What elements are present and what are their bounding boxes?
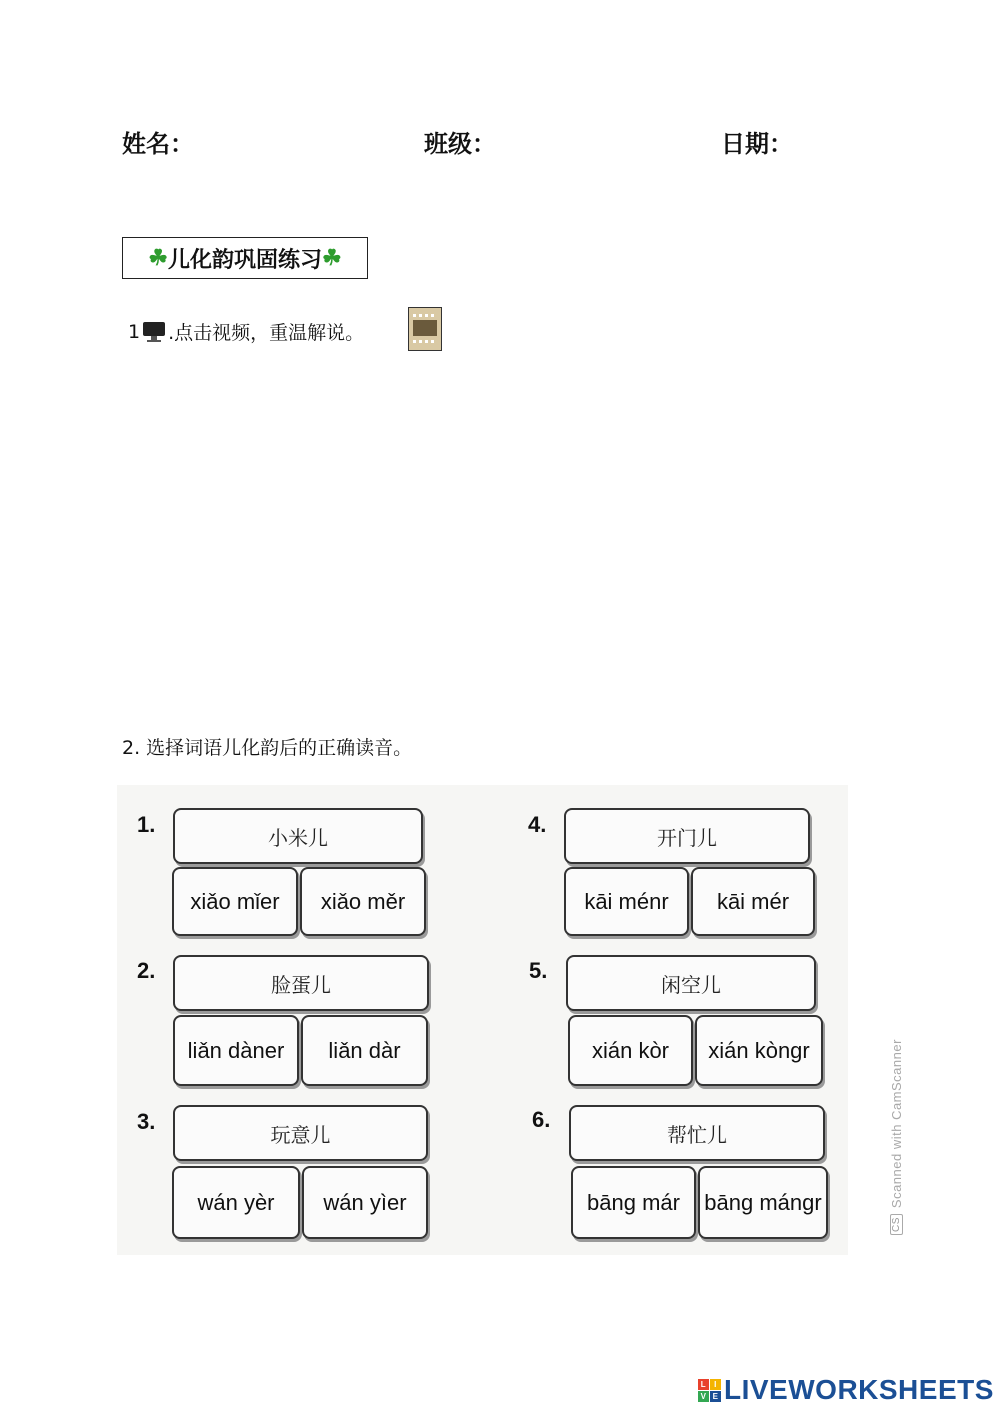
option-text[interactable]: xián kòr: [591, 1037, 670, 1063]
logo-letter: I: [710, 1379, 721, 1390]
word-card: [173, 808, 423, 864]
option-text[interactable]: bāng mángr: [704, 1189, 822, 1215]
option-card[interactable]: [172, 867, 298, 936]
camscanner-icon: CS: [890, 1214, 903, 1235]
option-card[interactable]: [302, 1166, 428, 1239]
option-text[interactable]: liǎn dàr: [328, 1037, 401, 1063]
option-text[interactable]: bāng már: [587, 1189, 680, 1215]
word-card: [564, 808, 810, 864]
word-card: [569, 1105, 825, 1161]
item-number: 1.: [137, 812, 156, 837]
option-card[interactable]: [300, 867, 426, 936]
option-card[interactable]: [698, 1166, 828, 1239]
option-card[interactable]: [571, 1166, 696, 1239]
word-card: [566, 955, 816, 1011]
option-card[interactable]: [564, 867, 689, 936]
option-text[interactable]: xián kòngr: [708, 1037, 810, 1063]
item-number: 2.: [137, 958, 156, 983]
brand-logo-icon: [698, 1379, 721, 1402]
section-title-text: 儿化韵巩固练习: [167, 246, 322, 273]
date-label: 日期：: [721, 129, 793, 158]
liveworksheets-logo: [698, 1374, 994, 1406]
word-text: 小米儿: [268, 825, 328, 850]
option-text[interactable]: wán yèr: [197, 1189, 275, 1215]
word-text: 闲空儿: [661, 972, 721, 997]
item-number: 4.: [528, 812, 547, 837]
section-title: [122, 237, 368, 279]
exercise-scan: [117, 785, 848, 1255]
item-number: 6.: [532, 1107, 551, 1132]
video-film-icon[interactable]: [408, 307, 442, 351]
monitor-icon: [142, 322, 166, 342]
question-1: [128, 318, 364, 345]
class-label: 班级：: [424, 129, 496, 158]
word-text: 玩意儿: [270, 1122, 331, 1147]
option-text[interactable]: kāi ménr: [584, 888, 669, 914]
question-1-number: 1: [128, 320, 141, 343]
watermark-text: Scanned with CamScanner: [889, 1039, 904, 1209]
option-text[interactable]: xiǎo mǐer: [190, 888, 280, 914]
option-text[interactable]: wán yìer: [323, 1189, 407, 1215]
option-card[interactable]: [691, 867, 815, 936]
clover-icon: ☘: [148, 245, 168, 271]
brand-text: LIVEWORKSHEETS: [724, 1374, 994, 1405]
word-text: 开门儿: [657, 825, 717, 850]
question-1-text: .点击视频，重温解说。: [168, 322, 365, 344]
option-card[interactable]: [301, 1015, 428, 1086]
logo-letter: E: [710, 1391, 721, 1402]
question-2-text: 2. 选择词语儿化韵后的正确读音。: [122, 737, 413, 759]
item-number: 3.: [137, 1109, 156, 1134]
word-text: 脸蛋儿: [271, 972, 331, 997]
name-label: 姓名：: [122, 129, 194, 158]
option-text[interactable]: xiǎo měr: [320, 888, 406, 914]
option-card[interactable]: [172, 1166, 300, 1239]
item-number: 5.: [529, 958, 548, 983]
clover-icon: ☘: [322, 245, 342, 271]
word-card: [173, 955, 429, 1011]
option-text[interactable]: kāi mér: [716, 888, 790, 914]
word-card: [173, 1105, 428, 1161]
logo-letter: L: [698, 1379, 709, 1390]
option-text[interactable]: liǎn dàner: [187, 1037, 285, 1063]
option-card[interactable]: [695, 1015, 823, 1086]
word-text: 帮忙儿: [667, 1122, 727, 1147]
option-card[interactable]: [568, 1015, 693, 1086]
logo-letter: V: [698, 1391, 709, 1402]
option-card[interactable]: [173, 1015, 299, 1086]
scanner-watermark: [889, 1039, 904, 1235]
